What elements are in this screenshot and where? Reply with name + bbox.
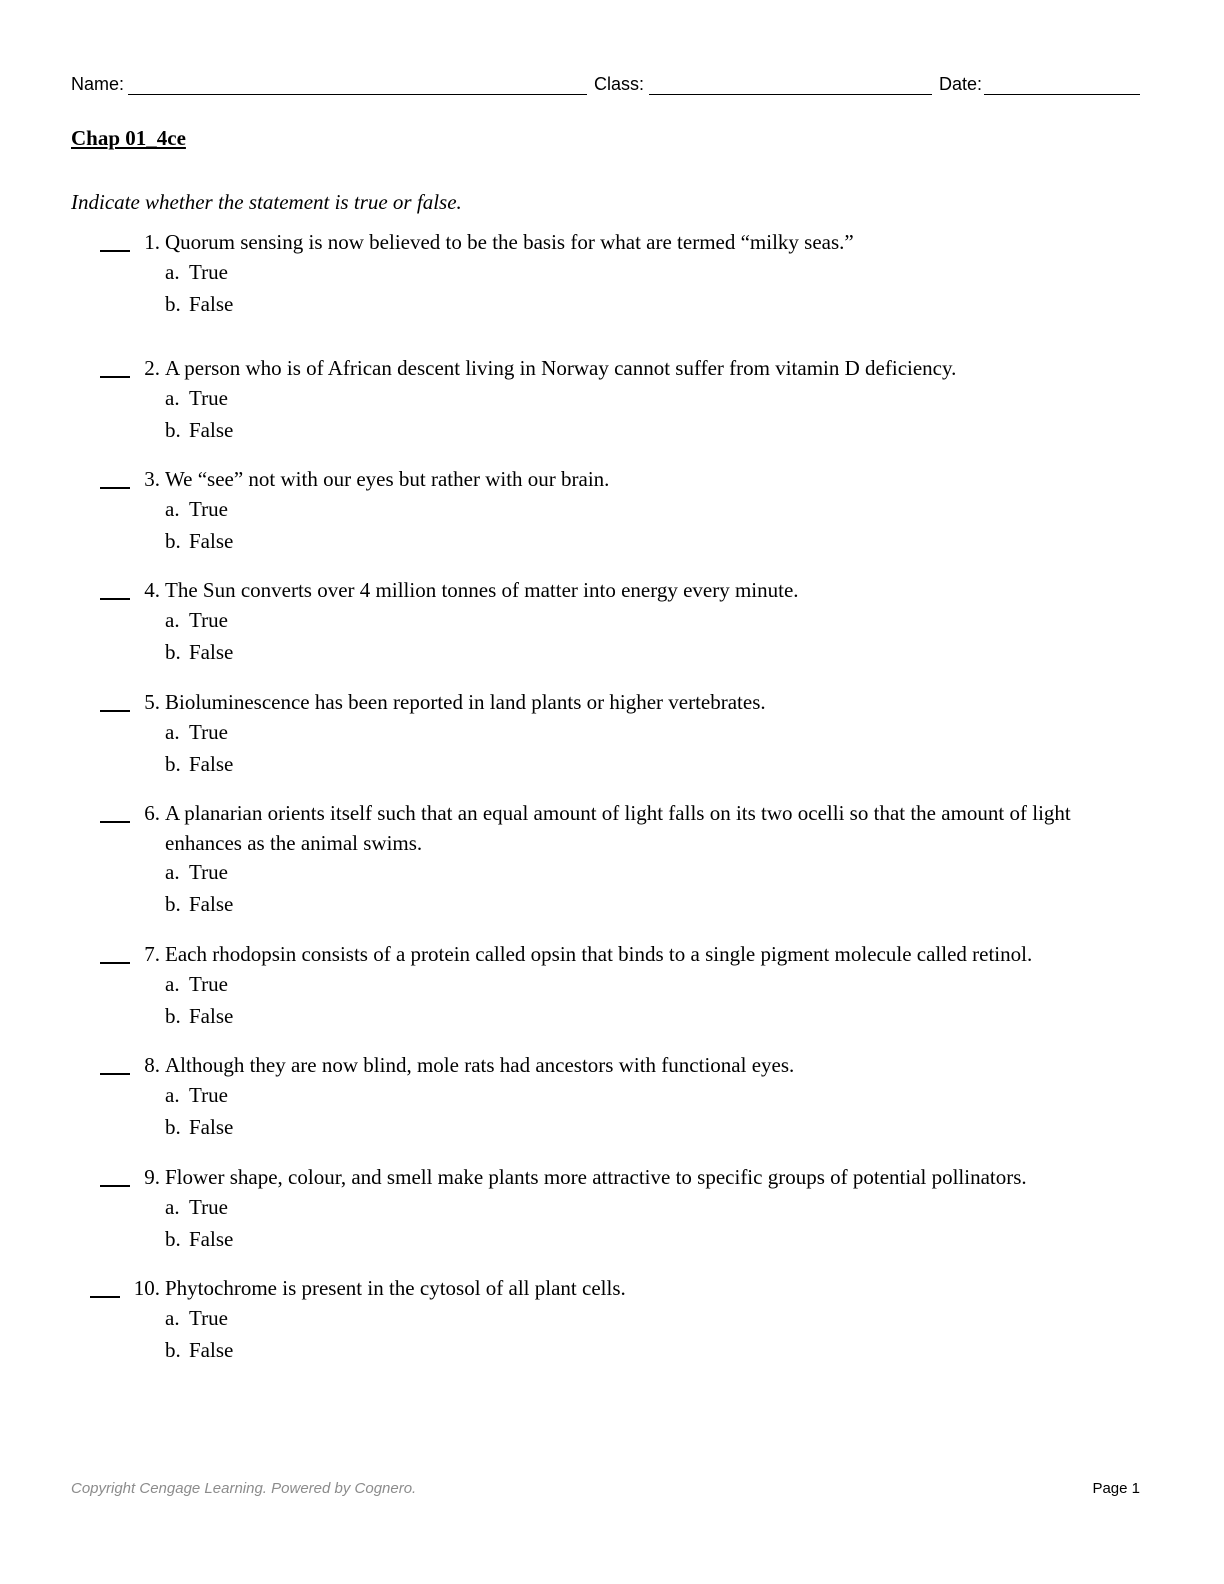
choice-true[interactable] (165, 969, 228, 999)
choice-true[interactable] (165, 257, 228, 287)
choice-label: False (189, 1338, 234, 1362)
choice-true[interactable] (165, 605, 228, 635)
question-text: Although they are now blind, mole rats had ancestors with functional eyes. (165, 1053, 795, 1077)
choice-letter: a. (165, 1306, 180, 1330)
instructions: Indicate whether the statement is true or false. (71, 190, 462, 214)
choice-false[interactable] (165, 526, 233, 556)
choice-label: False (189, 1115, 234, 1139)
choice-label: False (189, 892, 234, 916)
choice-label: False (189, 1004, 234, 1028)
question-text: A person who is of African descent living in Norway cannot suffer from vitamin D deficiency. (165, 356, 957, 380)
choice-false[interactable] (165, 1112, 233, 1142)
choice-letter: a. (165, 1195, 180, 1219)
choice-label: True (189, 1195, 228, 1219)
class-field[interactable] (649, 94, 932, 95)
choice-letter: b. (165, 1338, 181, 1362)
choice-letter: b. (165, 1004, 181, 1028)
choice-letter: a. (165, 497, 180, 521)
choice-label: False (189, 640, 234, 664)
choice-false[interactable] (165, 1335, 233, 1365)
choice-label: False (189, 292, 234, 316)
choice-label: False (189, 418, 234, 442)
choice-false[interactable] (165, 637, 233, 667)
choice-letter: b. (165, 1227, 181, 1251)
choice-letter: a. (165, 608, 180, 632)
choice-letter: b. (165, 1115, 181, 1139)
choice-letter: b. (165, 529, 181, 553)
choice-false[interactable] (165, 415, 233, 445)
class-label: Class: (594, 74, 645, 94)
question-number: 8. (144, 1053, 160, 1077)
choice-letter: a. (165, 1083, 180, 1107)
page-number: Page 1 (1092, 1480, 1140, 1497)
choice-label: True (189, 608, 228, 632)
choice-letter: b. (165, 892, 181, 916)
question-text: A planarian orients itself such that an equal amount of light falls on its two ocelli so that the amount of light enhances as the animal swims. (165, 801, 1071, 855)
choice-letter: a. (165, 720, 180, 744)
question-number: 5. (144, 690, 160, 714)
choice-true[interactable] (165, 1192, 228, 1222)
choice-label: False (189, 752, 234, 776)
choice-true[interactable] (165, 1080, 228, 1110)
choice-letter: a. (165, 260, 180, 284)
question-text: Phytochrome is present in the cytosol of all plant cells. (165, 1276, 626, 1300)
choice-false[interactable] (165, 1224, 233, 1254)
choice-false[interactable] (165, 889, 233, 919)
choice-true[interactable] (165, 717, 228, 747)
choice-label: True (189, 1306, 228, 1330)
choice-label: True (189, 972, 228, 996)
question-number: 9. (144, 1165, 160, 1189)
choice-false[interactable] (165, 1001, 233, 1031)
question-text: Each rhodopsin consists of a protein called opsin that binds to a single pigment molecule called retinol. (165, 942, 1033, 966)
question-number: 7. (144, 942, 160, 966)
copyright-notice: Copyright Cengage Learning. Powered by Cognero. (71, 1480, 417, 1497)
choice-letter: a. (165, 860, 180, 884)
name-field[interactable] (128, 94, 587, 95)
choice-letter: b. (165, 418, 181, 442)
choice-true[interactable] (165, 383, 228, 413)
choice-true[interactable] (165, 1303, 228, 1333)
question-text: Flower shape, colour, and smell make plants more attractive to specific groups of potential pollinators. (165, 1165, 1027, 1189)
choice-label: True (189, 860, 228, 884)
question-text: We “see” not with our eyes but rather with our brain. (165, 467, 610, 491)
choice-letter: b. (165, 292, 181, 316)
choice-label: True (189, 497, 228, 521)
choice-false[interactable] (165, 289, 233, 319)
question-text: The Sun converts over 4 million tonnes of matter into energy every minute. (165, 578, 799, 602)
question-text: Bioluminescence has been reported in land plants or higher vertebrates. (165, 690, 766, 714)
chapter-title: Chap 01_4ce (71, 126, 186, 150)
question-number: 6. (144, 801, 160, 825)
choice-letter: a. (165, 386, 180, 410)
name-label: Name: (71, 74, 125, 94)
choice-letter: b. (165, 752, 181, 776)
choice-label: True (189, 386, 228, 410)
question-number: 1. (144, 230, 160, 254)
choice-label: False (189, 529, 234, 553)
question-text: Quorum sensing is now believed to be the basis for what are termed “milky seas.” (165, 230, 854, 254)
date-label: Date: (939, 74, 983, 94)
choice-false[interactable] (165, 749, 233, 779)
choice-letter: a. (165, 972, 180, 996)
choice-true[interactable] (165, 494, 228, 524)
choice-true[interactable] (165, 857, 228, 887)
answer-blank[interactable] (90, 1296, 120, 1298)
question-number: 3. (144, 467, 160, 491)
question-number: 2. (144, 356, 160, 380)
choice-label: True (189, 720, 228, 744)
date-field[interactable] (984, 94, 1140, 95)
choice-label: False (189, 1227, 234, 1251)
choice-label: True (189, 1083, 228, 1107)
question-number: 4. (144, 578, 160, 602)
question-number: 10. (133, 1276, 160, 1300)
choice-label: True (189, 260, 228, 284)
choice-letter: b. (165, 640, 181, 664)
